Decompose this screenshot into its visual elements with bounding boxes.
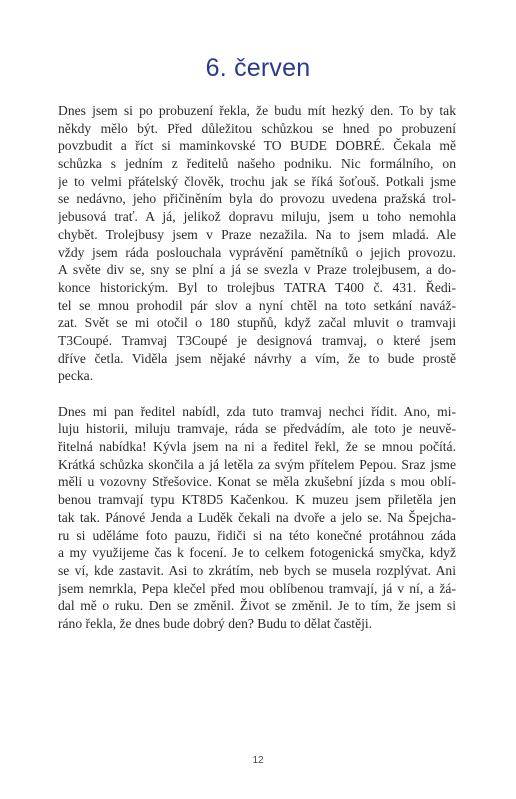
text-line: zat. Svět se mi otočil o 180 stupňů, když začal mluvit o tramvaji — [58, 315, 456, 331]
text-line: A světe div se, sny se plní a já se svezla v Praze trolejbusem, a do- — [58, 262, 456, 278]
text-line: konce historickým. Byl to trolejbus TATRA T400 č. 431. Ředi- — [58, 279, 456, 295]
text-line: a my využijeme čas k focení. Je to celkem fotogenická smyčka, když — [58, 545, 456, 561]
text-line: schůzka s jedním z ředitelů našeho podniku. Nic formálního, on — [58, 156, 456, 172]
text-line: chybět. Trolejbusy jsem v Praze nezažila. Na to jsem mladá. Ale — [58, 226, 456, 242]
text-line: ráno řekla, že dnes bude dobrý den? Budu to dělat častěji. — [58, 615, 373, 631]
text-line: benou tramvají typu KT8D5 Kačenkou. K muzeu jsem přiletěla jen — [58, 492, 456, 508]
text-line: je to velmi přátelský člověk, trochu jak se říká šoťouš. Potkali jsme — [58, 173, 456, 189]
body-text — [58, 102, 456, 633]
chapter-title: 6. červen — [205, 54, 311, 82]
text-line: pecka. — [58, 368, 94, 384]
paragraph — [58, 102, 456, 385]
text-line: měli u vozovny Střešovice. Konat se měla zkušební jízda s mou oblí- — [58, 474, 456, 490]
text-line: řitelná nabídka! Kývla jsem na ni a ředitel řekl, že se mnou počítá. — [58, 439, 456, 455]
text-line: dal mě o ruku. Den se změnil. Život se změnil. Je to tím, že jsem si — [58, 598, 456, 614]
text-line: dříve četla. Viděla jsem nějaké návrhy a vím, že to bude prostě — [58, 350, 456, 366]
paragraph — [58, 403, 456, 633]
text-line: jebusová trať. A já, jelikož dopravu miluju, jsem u toho nemohla — [58, 209, 456, 225]
text-line: Krátká schůzka skončila a já letěla za svým přítelem Pepou. Sraz jsme — [58, 456, 456, 472]
text-line: tak tak. Pánové Jenda a Luděk čekali na dvoře a jelo se. Na Špejcha- — [58, 509, 456, 525]
text-line: někdy mělo být. Před důležitou schůzkou se hned po probuzení — [58, 120, 456, 136]
text-line: povzbudit a říct si maminkovské TO BUDE DOBRÉ. Čekala mě — [58, 138, 456, 154]
text-line: vždy jsem ráda poslouchala vyprávění pamětníků o jejich provozu. — [58, 244, 456, 260]
paragraph-gap — [58, 385, 456, 403]
text-line: tel se mnou prohodil pár slov a nyní chtěl na toto setkání naváž- — [58, 297, 456, 313]
text-line: luju historii, miluju tramvaje, ráda se předvádím, ale toto je neuvě- — [58, 421, 456, 437]
text-line: se ví, kde zastavit. Asi to zkrátím, neb bych se musela rozplývat. Ani — [58, 562, 456, 578]
text-line: Dnes jsem si po probuzení řekla, že budu mít hezký den. To by tak — [58, 103, 456, 118]
text-line: jsem nemrkla, Pepa klečel před mou oblíbenou tramvají, já v ní, a žá- — [58, 580, 456, 596]
text-line: se nedávno, jeho přičiněním byla do provozu uvedena pražská trol- — [58, 191, 456, 207]
text-line: T3Coupé. Tramvaj T3Coupé je designová tramvaj, o které jsem — [58, 332, 456, 348]
text-line: Dnes mi pan ředitel nabídl, zda tuto tramvaj nechci řídit. Ano, mi- — [58, 403, 456, 419]
text-line: ru si uděláme foto pauzu, řidiči si na této konečné protáhnou záda — [58, 527, 456, 543]
page-number: 12 — [252, 755, 264, 766]
